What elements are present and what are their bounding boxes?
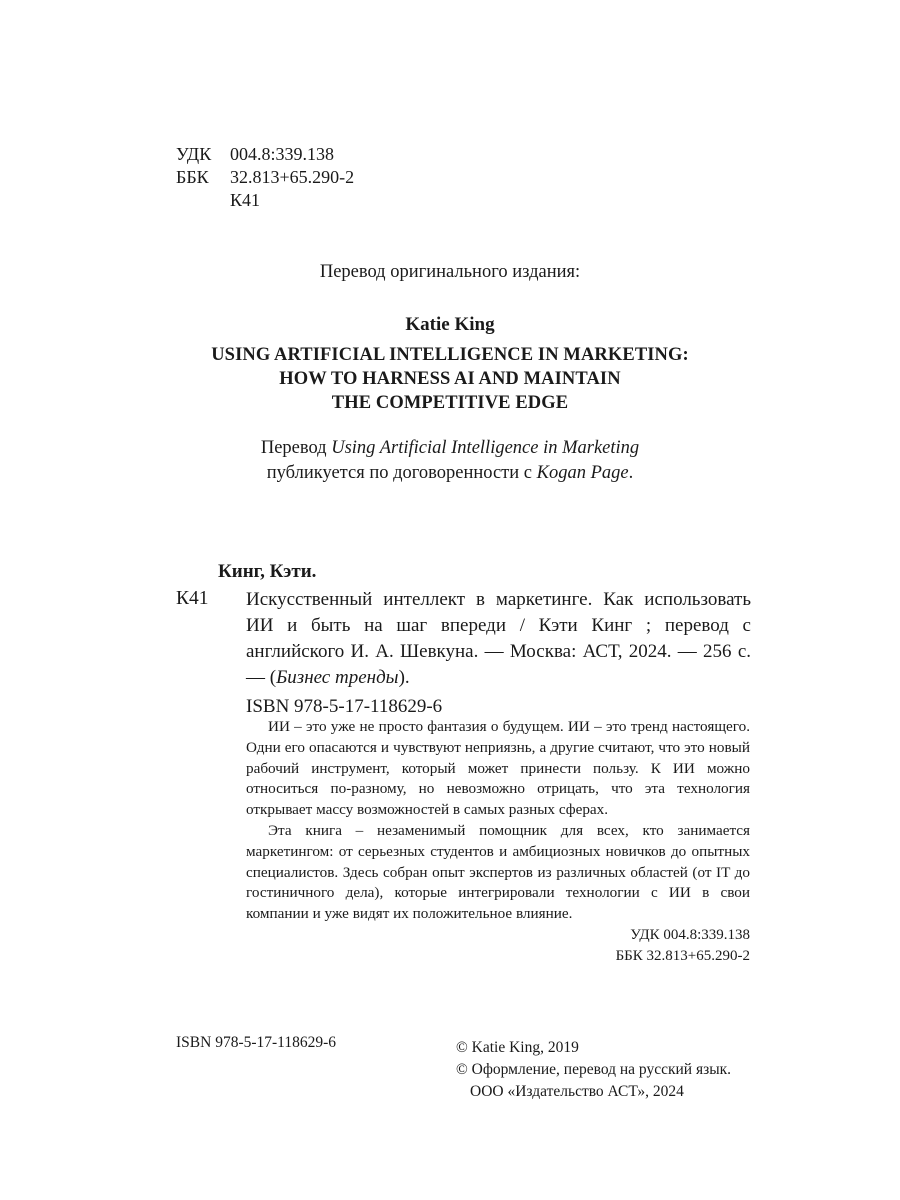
license-publisher: Kogan Page <box>536 463 629 483</box>
bbk-value: 32.813+65.290-2 <box>230 167 355 187</box>
original-title-line: USING ARTIFICIAL INTELLIGENCE IN MARKETING: <box>211 345 689 365</box>
udk-label: УДК <box>176 144 212 164</box>
license-original-title: Using Artificial Intelligence in Marketing <box>331 438 640 458</box>
original-title-line: HOW TO HARNESS AI AND MAINTAIN <box>279 369 621 389</box>
annotation-paragraph: ИИ – это уже не просто фантазия о будущем. ИИ – это тренд настоящего. Одни его опасаются и чувствуют неприязнь, а другие считают, что это новый рабочий инструмент, который может принести пользу. К ИИ можно относиться по-разному, но невозможно отрицать, что эта технология открывает массу возможностей в самых разных сферах. <box>246 718 750 819</box>
copyright-line: © Оформление, перевод на русский язык. <box>456 1061 732 1078</box>
bibliographic-record <box>176 561 751 718</box>
original-title-line: THE COMPETITIVE EDGE <box>331 393 569 413</box>
record-description-text: Искусственный интеллект в маркетинге. Как использовать ИИ и быть на шаг впереди / Кэти Кинг ; перевод с английского И. А. Шевкуна. — Москва: АСТ, 2024. — 256 с. — ( <box>246 589 751 688</box>
record-isbn: ISBN 978-5-17-118629-6 <box>246 696 443 717</box>
annotation-paragraph: Эта книга – незаменимый помощник для всех, кто занимается маркетингом: от серьезных студентов и амбициозных новичков до опытных специалистов. Здесь собран опыт экспертов из различных областей (от IT до гостиничного дела), которые интегрировали технологии с ИИ в свои компании и уже видят их положительное влияние. <box>246 821 750 923</box>
license-note <box>0 436 900 486</box>
bbk-label: ББК <box>176 167 209 187</box>
license-suffix: . <box>628 463 634 483</box>
udk-value: 004.8:339.138 <box>230 144 335 164</box>
record-author: Кинг, Кэти. <box>218 561 317 582</box>
footer-isbn: ISBN 978-5-17-118629-6 <box>176 1034 337 1051</box>
copyright-line: ООО «Издательство АСТ», 2024 <box>470 1083 684 1100</box>
annotation <box>246 717 750 967</box>
original-title <box>0 343 900 415</box>
license-prefix: Перевод <box>260 438 332 458</box>
record-mark: К41 <box>176 588 209 609</box>
annotation-udk: УДК 004.8:339.138 <box>630 926 750 943</box>
record-description-end: ). <box>398 667 410 688</box>
original-author: Katie King <box>405 314 495 335</box>
original-edition-label: Перевод оригинального издания: <box>319 262 581 282</box>
record-series: Бизнес тренды <box>276 667 399 688</box>
annotation-bbk: ББК 32.813+65.290-2 <box>615 947 750 964</box>
copyright-line: © Katie King, 2019 <box>456 1039 579 1056</box>
record-description <box>176 587 751 691</box>
classification-codes <box>176 143 354 212</box>
license-middle: публикуется по договоренности с <box>266 463 537 483</box>
bbk-row <box>176 166 354 189</box>
udk-row <box>176 143 354 166</box>
copyright-block <box>456 1037 731 1103</box>
author-mark: К41 <box>230 190 261 210</box>
